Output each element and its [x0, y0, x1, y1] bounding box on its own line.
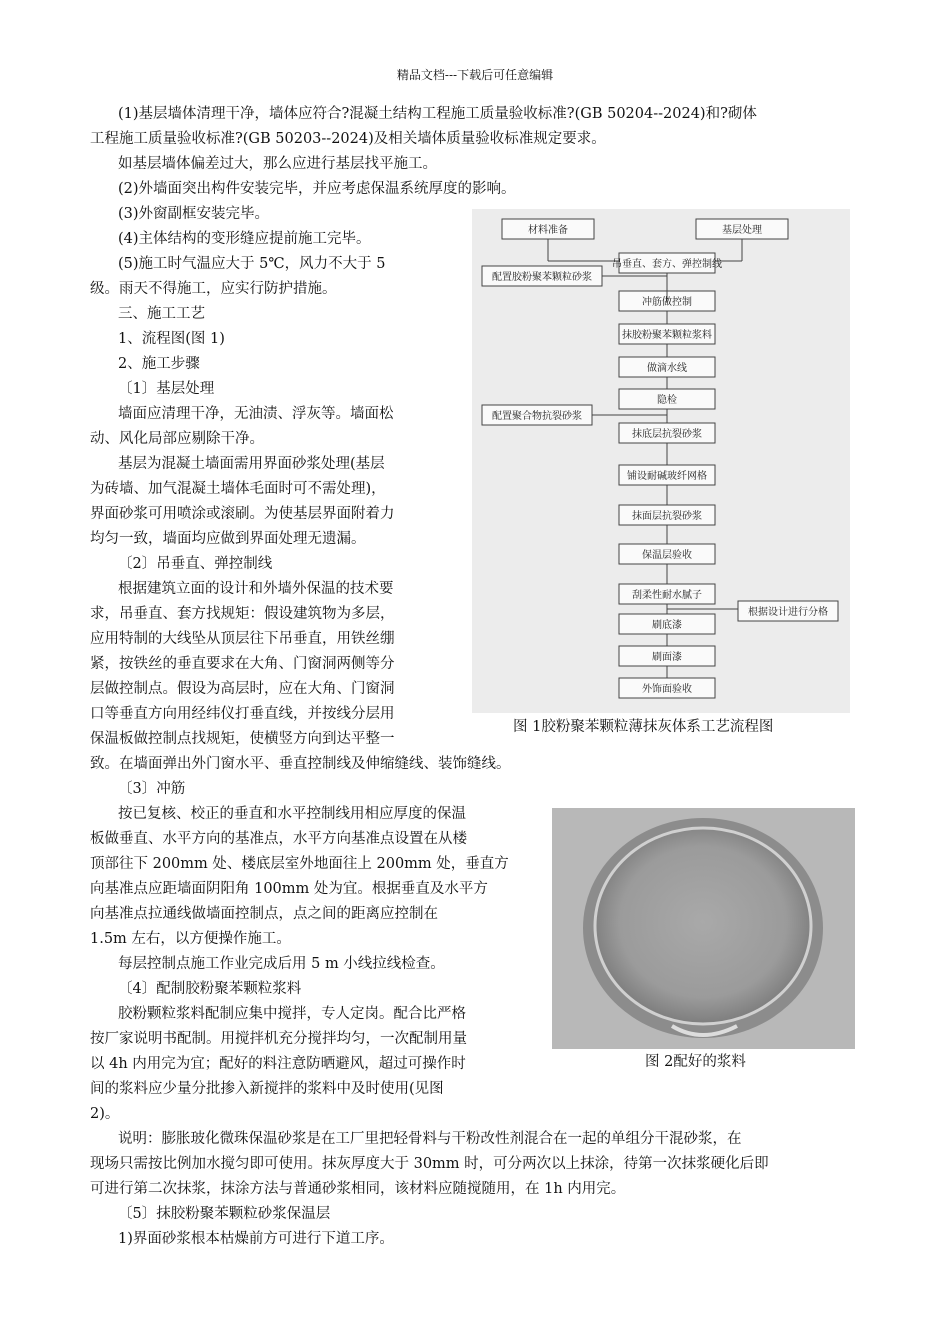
text-line: 保温板做控制点找规矩，使横竖方向到达平整一: [90, 731, 395, 747]
flow-step-6-label: 抹底层抗裂砂浆: [632, 429, 702, 440]
flow-side-right-label: 根据设计进行分格: [748, 607, 828, 618]
flow-step-12-label: 刷面漆: [652, 652, 682, 663]
text-line: 口等垂直方向用经纬仪打垂直线，并按线分层用: [90, 706, 395, 722]
flow-side-left-1-label: 配置胶粉聚苯颗粒砂浆: [492, 272, 592, 283]
text-line: 2)。: [90, 1106, 120, 1122]
text-line: 求，吊垂直、套方找规矩：假设建筑物为多层，: [90, 606, 395, 622]
text-line: 向基准点拉通线做墙面控制点，点之间的距离应控制在: [90, 906, 438, 922]
text-line: 为砖墙、加气混凝土墙体毛面时可不需处理)，: [90, 481, 386, 497]
flowchart-figure: [472, 209, 850, 713]
flow-step-1-label: 吊垂直、套方、弹控制线: [612, 259, 722, 270]
flow-step-13-label: 外饰面验收: [642, 684, 692, 695]
text-line: 按已复核、校正的垂直和水平控制线用相应厚度的保温: [118, 806, 466, 822]
page-header: 精品文档---下载后可任意编辑: [396, 68, 554, 82]
text-line: 胶粉颗粒浆料配制应集中搅拌，专人定岗。配合比严格: [118, 1006, 466, 1022]
slurry-photo: [552, 808, 855, 1049]
figure1-caption: 图 1胶粉聚苯颗粒薄抹灰体系工艺流程图: [513, 719, 774, 735]
flow-step-4-label: 做滴水线: [647, 363, 687, 374]
text-line: 向基准点应距墙面阴阳角 100mm 处为宜。根据垂直及水平方: [90, 881, 488, 897]
flow-step-10-label: 刮柔性耐水腻子: [632, 590, 702, 601]
text-line: 〔2〕吊垂直、弹控制线: [118, 556, 273, 572]
text-line: 以 4h 内用完为宜；配好的料注意防晒避风，超过可操作时: [90, 1056, 466, 1072]
text-line: 现场只需按比例加水搅匀即可使用。抹灰厚度大于 30mm 时，可分两次以上抹涂，待第一次抹浆硬化后即: [90, 1156, 769, 1172]
text-line: 板做垂直、水平方向的基准点，水平方向基准点设置在从楼: [90, 831, 467, 847]
text-line: 紧，按铁丝的垂直要求在大角、门窗洞两侧等分: [90, 656, 395, 672]
text-line: 〔3〕冲筋: [118, 781, 186, 797]
flow-step-9-label: 保温层验收: [642, 550, 692, 561]
text-line: 如基层墙体偏差过大，那么应进行基层找平施工。: [118, 156, 437, 172]
text-line: 层做控制点。假设为高层时，应在大角、门窗洞: [90, 681, 395, 697]
figure2-caption: 图 2配好的浆料: [645, 1054, 746, 1070]
text-line: (4)主体结构的变形缝应提前施工完毕。: [118, 231, 371, 247]
text-line: 间的浆料应少量分批掺入新搅拌的浆料中及时使用(见图: [90, 1081, 444, 1097]
text-line: (3)外窗副框安装完毕。: [118, 206, 270, 222]
text-line: 应用特制的大线坠从顶层往下吊垂直，用铁丝绷: [90, 631, 395, 647]
text-line: 根据建筑立面的设计和外墙外保温的技术要: [118, 581, 394, 597]
text-line: 每层控制点施工作业完成后用 5 m 小线拉线检查。: [118, 956, 445, 972]
text-line: 界面砂浆可用喷涂或滚刷。为使基层界面附着力: [90, 506, 395, 522]
flow-step-2-label: 冲筋做控制: [642, 297, 692, 308]
text-line: 2、施工步骤: [118, 356, 200, 372]
text-line: 基层为混凝土墙面需用界面砂浆处理(基层: [118, 456, 385, 472]
text-line: 〔4〕配制胶粉聚苯颗粒浆料: [118, 981, 302, 997]
text-line: 1、流程图(图 1): [118, 331, 225, 347]
flow-step-5-label: 隐检: [657, 395, 677, 406]
text-line: 按厂家说明书配制。用搅拌机充分搅拌均匀，一次配制用量: [90, 1031, 467, 1047]
text-line: 说明：膨胀玻化微珠保温砂浆是在工厂里把轻骨料与干粉改性剂混合在一起的单组分干混砂浆，在: [118, 1131, 742, 1147]
text-line: 动、风化局部应剔除干净。: [90, 431, 264, 447]
flow-step-11-label: 刷底漆: [652, 620, 682, 631]
flow-top-right-label: 基层处理: [722, 225, 762, 236]
text-line: 致。在墙面弹出外门窗水平、垂直控制线及伸缩缝线、装饰缝线。: [90, 756, 511, 772]
text-line: 1.5m 左右，以方便操作施工。: [90, 931, 291, 947]
flow-top-left-label: 材料准备: [528, 225, 568, 236]
flow-step-7-label: 铺设耐碱玻纤网格: [627, 471, 707, 482]
text-line: 1)界面砂浆根本枯燥前方可进行下道工序。: [118, 1231, 394, 1247]
text-line: 级。雨天不得施工，应实行防护措施。: [90, 281, 337, 297]
flow-step-8-label: 抹面层抗裂砂浆: [632, 511, 702, 522]
text-line: 墙面应清理干净，无油渍、浮灰等。墙面松: [118, 406, 394, 422]
text-line: 三、施工工艺: [118, 306, 205, 322]
flow-step-3-label: 抹胶粉聚苯颗粒浆料: [622, 330, 712, 341]
text-line: 〔1〕基层处理: [118, 381, 215, 397]
text-line: 〔5〕抹胶粉聚苯颗粒砂浆保温层: [118, 1206, 331, 1222]
text-line: 工程施工质量验收标准?(GB 50203--2024)及相关墙体质量验收标准规定要求。: [90, 131, 606, 147]
text-line: (1)基层墙体清理干净，墙体应符合?混凝土结构工程施工质量验收标准?(GB 50204--2024)和?砌体: [118, 106, 757, 122]
text-line: 均匀一致，墙面均应做到界面处理无遗漏。: [90, 531, 366, 547]
text-line: 顶部往下 200mm 处、楼底层室外地面往上 200mm 处，垂直方: [90, 856, 509, 872]
flow-side-left-2-label: 配置聚合物抗裂砂浆: [492, 411, 582, 422]
text-line: 可进行第二次抹浆，抹涂方法与普通砂浆相同，该材料应随搅随用，在 1h 内用完。: [90, 1181, 626, 1197]
text-line: (5)施工时气温应大于 5℃，风力不大于 5: [118, 256, 386, 272]
text-line: (2)外墙面突出构件安装完毕，并应考虑保温系统厚度的影响。: [118, 181, 516, 197]
